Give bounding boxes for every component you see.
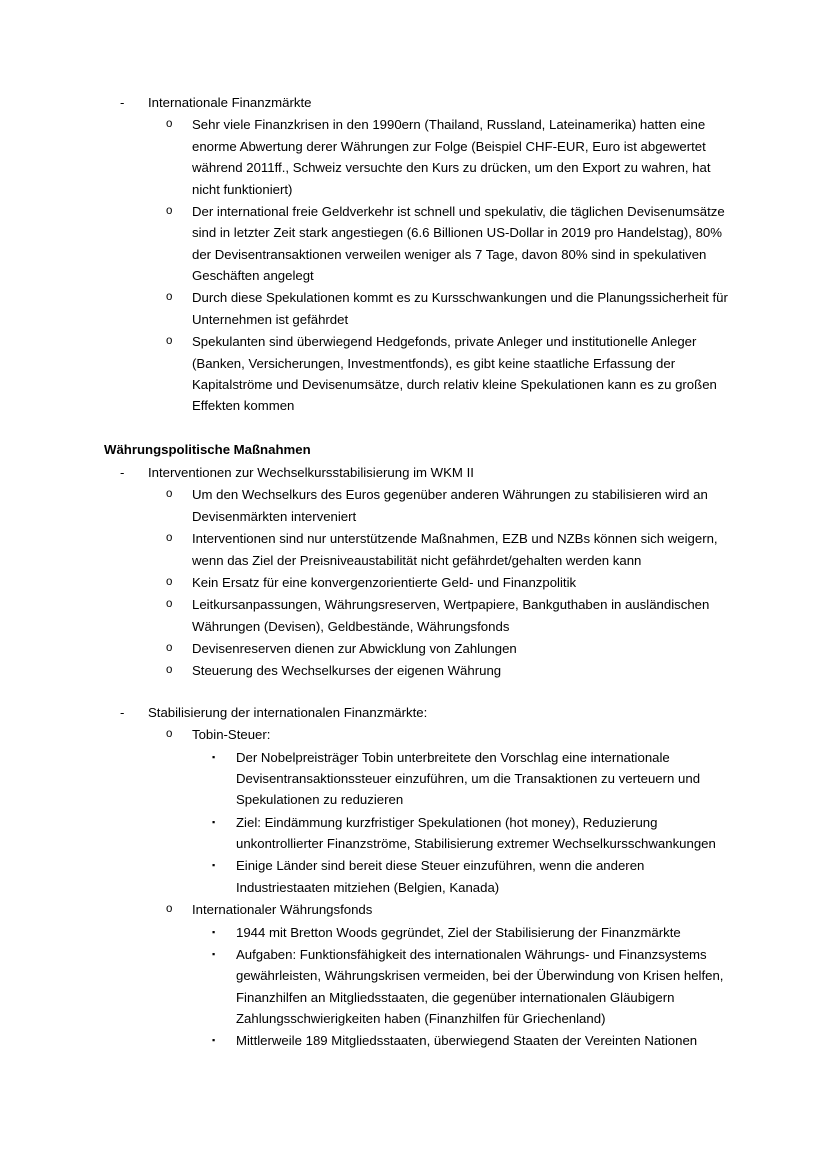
outline-item-text: Interventionen zur Wechselkursstabilisierung im WKM II <box>148 465 474 480</box>
outline-item-level-2 <box>104 331 732 417</box>
outline-item-text: Der Nobelpreisträger Tobin unterbreitete den Vorschlag eine internationale Devisentransaktionssteuer einzuführen, um die Transaktionen zu verteuern und Spekulationen zu reduzieren <box>236 749 704 808</box>
outline-item-level-3 <box>104 747 732 811</box>
outline-item-level-3 <box>104 812 732 855</box>
outline-item-text: Internationaler Währungsfonds <box>192 902 373 918</box>
outline-item-text: Sehr viele Finanzkrisen in den 1990ern (Thailand, Russland, Lateinamerika) hatten eine enorme Abwertung derer Währungen zur Folge (Beispiel CHF-EUR, Euro ist abgewertet während 2011ff., Schweiz versuchte den Kurs zu drücken, um den Export zu wahren, hat nicht funktioniert) <box>192 117 715 197</box>
outline-item-text: Leitkursanpassungen, Währungsreserven, Wertpapiere, Bankguthaben in ausländischen Währungen (Devisen), Geldbestände, Währungsfonds <box>192 597 713 634</box>
outline-item-text: Stabilisierung der internationalen Finanzmärkte: <box>148 704 428 720</box>
bullet-circle-icon: o <box>166 728 173 741</box>
paragraph-spacer <box>104 418 732 439</box>
outline-item-text: Interventionen sind nur unterstützende Maßnahmen, EZB und NZBs können sich weigern, wenn das Ziel der Preisniveaustabilität nicht gefährdet/gehalten werden kann <box>192 531 722 568</box>
bullet-circle-icon: o <box>166 532 173 545</box>
outline-item-text: 1944 mit Bretton Woods gegründet, Ziel der Stabilisierung der Finanzmärkte <box>236 924 681 940</box>
outline-item-text: Einige Länder sind bereit diese Steuer einzuführen, wenn die anderen Industriestaaten mitziehen (Belgien, Kanada) <box>236 858 649 895</box>
outline-item-level-2 <box>104 724 732 745</box>
bullet-square-icon: ▪ <box>212 751 216 762</box>
outline-item-level-2 <box>104 899 732 920</box>
paragraph-spacer <box>104 683 732 702</box>
outline-item-level-2 <box>104 484 732 527</box>
outline-item-text: Internationale Finanzmärkte <box>148 95 312 110</box>
bullet-circle-icon: o <box>166 204 173 217</box>
outline-item-text: Der international freie Geldverkehr ist schnell und spekulativ, die täglichen Devisenumsätze sind in letzter Zeit stark angestiegen (6.6 Billionen US-Dollar in 2019 pro Handelstag), 80% der Devisentransaktionen verweilen weniger als 7 Tage, davon 80% sind in spekulativen Geschäften angelegt <box>192 203 729 283</box>
bullet-dash-icon: - <box>120 704 125 720</box>
bullet-circle-icon: o <box>166 291 173 304</box>
bullet-circle-icon: o <box>166 488 173 501</box>
outline-item-level-3 <box>104 855 732 898</box>
bullet-circle-icon: o <box>166 664 173 677</box>
outline-item-level-3 <box>104 1030 732 1051</box>
bullet-circle-icon: o <box>166 903 173 916</box>
outline-item-text: Devisenreserven dienen zur Abwicklung von Zahlungen <box>192 641 517 656</box>
outline-item-text: Um den Wechselkurs des Euros gegenüber anderen Währungen zu stabilisieren wird an Devisenmärkten interveniert <box>192 487 712 524</box>
bullet-dash-icon: - <box>120 465 125 480</box>
outline-item-text: Aufgaben: Funktionsfähigkeit des internationalen Währungs- und Finanzsystems gewährleisten, Währungskrisen vermeiden, bei der Überwindung von Krisen helfen, Finanzhilfen an Mitgliedsstaaten, die gegenüber internationalen Gläubigern Zahlungsschwierigkeiten haben (Finanzhilfen für Griechenland) <box>236 946 728 1026</box>
outline-item-level-2 <box>104 201 732 287</box>
outline-item-level-2 <box>104 572 732 593</box>
outline-item-text: Ziel: Eindämmung kurzfristiger Spekulationen (hot money), Reduzierung unkontrollierter Finanzströme, Stabilisierung extremer Wechselkursschwankungen <box>236 814 716 851</box>
outline-item-level-3 <box>104 922 732 943</box>
bullet-circle-icon: o <box>166 642 173 654</box>
outline-item-level-2 <box>104 114 732 200</box>
outline-item-text: Spekulanten sind überwiegend Hedgefonds, private Anleger und institutionelle Anleger (Banken, Versicherungen, Investmentfonds), es gibt keine staatliche Erfassung der Kapitalströme und Devisenumsätze, durch relativ kleine Spekulationen kann es zu großen Effekten kommen <box>192 334 721 414</box>
section-heading: Währungspolitische Maßnahmen <box>104 441 311 457</box>
bullet-circle-icon: o <box>166 335 173 348</box>
bullet-square-icon: ▪ <box>212 948 216 959</box>
bullet-dash-icon: - <box>120 95 125 110</box>
outline-item-level-3 <box>104 944 732 1030</box>
outline-item-level-1 <box>104 462 732 483</box>
bullet-square-icon: ▪ <box>212 816 216 827</box>
bullet-circle-icon: o <box>166 118 173 131</box>
outline-item-text: Steuerung des Wechselkurses der eigenen Währung <box>192 663 502 679</box>
outline-item-text: Mittlerweile 189 Mitgliedsstaaten, überwiegend Staaten der Vereinten Nationen <box>236 1033 698 1049</box>
outline-item-text: Durch diese Spekulationen kommt es zu Kursschwankungen und die Planungssicherheit für Unternehmen ist gefährdet <box>192 290 732 327</box>
bullet-square-icon: ▪ <box>212 926 216 937</box>
outline-item-text: Kein Ersatz für eine konvergenzorientierte Geld- und Finanzpolitik <box>192 574 577 590</box>
outline-item-level-2 <box>104 287 732 330</box>
outline-item-level-2 <box>104 594 732 637</box>
outline-item-level-2 <box>104 660 732 681</box>
bullet-square-icon: ▪ <box>212 860 216 871</box>
outline-item-level-2 <box>104 528 732 571</box>
bullet-square-icon: ▪ <box>212 1035 216 1046</box>
document-body <box>104 92 732 1052</box>
outline-item-level-2 <box>104 638 732 659</box>
outline-item-level-1 <box>104 92 732 113</box>
bullet-circle-icon: o <box>166 575 173 588</box>
outline-item-level-1 <box>104 702 732 723</box>
bullet-circle-icon: o <box>166 598 173 611</box>
outline-item-text: Tobin-Steuer: <box>192 727 271 743</box>
